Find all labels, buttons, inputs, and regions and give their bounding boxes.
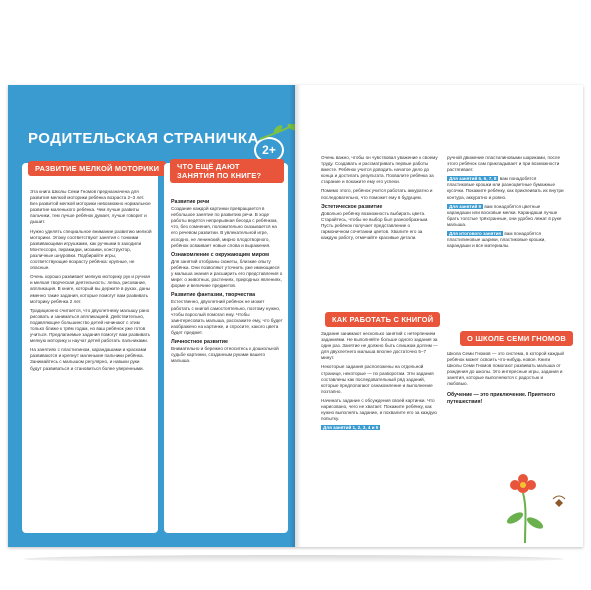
col1-paragraph: Нужно уделять специальное внимание развитию мелкой моторики. Этому соответствуют занятия с тонкими развивающими игрушками, как ручными в заходили Монтессори, пирамидки, мозаики, конструктор, различные шнуровки. Подбирайте игры, соответствующие возрасту ребёнка: крупные, не опасные. — [30, 228, 152, 271]
col3-paragraph: Очень важно, чтобы он чувствовал уважение к своему труду. Создавать и рассматривать первые работы вместе. Ребёнок учится доводить начатое дело до конца и достигать результата. Похвалите ребёнка за старание и покажите ему его успехи. — [321, 155, 438, 185]
how-to-heading: КАК РАБОТАТЬ С КНИГОЙ — [325, 312, 440, 327]
section-text: Внимательно и бережно относитесь к дошкольной судьбе картинки, созданным руками вашего малыша. — [171, 346, 279, 364]
section-text: Для занятий отобраны сюжеты, близкие опыту ребёнка. Они позволяют уточнить уже имеющиеся у малыша знания и расширить его представления о мире: о животных, растениях, природных явлениях, форме и величине предметов. — [171, 258, 283, 289]
closing-text: Обучение — это приключение. Приятного путешествия! — [447, 391, 555, 405]
col4-text: вам понадобятся пластиковые крошки или разноцветные бумажные кусочки. Покажите ребёнку, как приклеивать их внутри контура, аккуратно и ровно. — [447, 176, 564, 200]
col4-text: вам понадобятся цветные карандаши или восковые мелки. Карандаши лучше брать толстые трёхгранные, они удобно лежат в руке малыша. — [447, 203, 562, 227]
col4-hl-paragraph-1 — [447, 176, 565, 200]
how-paragraph: Задание занимают несколько занятий с нетерпением заданиями. Не выполняйте больше одного задания за один раз. Занятие не должно быть слишком долгим — для двухлетнего малыша вполне достаточно 5–7 минут. — [321, 331, 438, 361]
col3-how-text — [321, 331, 439, 434]
benefits-card — [164, 163, 288, 533]
highlight-label: Для занятий 9 — [449, 203, 482, 209]
motor-skills-text — [30, 189, 152, 375]
section-title: Личностное развитие — [171, 338, 228, 345]
school-heading: О ШКОЛЕ СЕМИ ГНОМОВ — [460, 331, 573, 346]
col4-text: вам понадобятся пластилиновые шарики, пластиковые крошки, карандаши и все материалы. — [447, 231, 546, 249]
section-title: Ознакомление с окружающим миром — [171, 251, 270, 258]
col3-paragraph: Помимо этого, ребёнок учится работать аккуратно и последовательно, что поможет ему в будущем. — [321, 188, 433, 200]
col4-hl-paragraph-3 — [447, 231, 565, 249]
how-paragraph-highlight — [321, 425, 439, 431]
page-title: РОДИТЕЛЬСКАЯ СТРАНИЧКА — [28, 130, 259, 147]
motor-skills-heading: РАЗВИТИЕ МЕЛКОЙ МОТОРИКИ — [28, 161, 166, 176]
col1-paragraph: На занятиях с пластилином, карандашами и красками развиваются и крепнут маленькие пальчики ребёнка. Занимайтесь с малышом регулярно, и навыки руки будут развиваться и становиться более уверенными. — [30, 347, 147, 371]
col1-paragraph: Традиционно считается, что двухлетнему малышу рано рисовать и заниматься аппликацией. Действительно, подавляющее большинство детей начинают с этим только ближе к трём годам, но ваш ребёнок уже готов учиться. Предлагаемые задания помогут вам развивать мелкую моторику и научат детей работать пальчиками. — [30, 307, 151, 344]
school-text: Школа Семи Гномов — это система, в которой каждый ребёнок может освоить что-нибудь новое. Книги Школы Семи Гномов помогают развивать малыша от рождения до школы. Это интересные игры, задания и занятия, которые выполняются с радостью и любовью. — [447, 351, 564, 387]
col4-top-text — [447, 155, 565, 252]
benefits-text — [171, 197, 283, 367]
right-page — [295, 85, 583, 547]
section-title: Развитие речи — [171, 199, 210, 205]
book-spread — [8, 85, 583, 547]
section-title: Развитие фантазии, творчества — [171, 292, 256, 299]
highlight-label: Для занятий 5, 6, 7, 8 — [449, 176, 497, 182]
left-page — [8, 85, 295, 547]
col3-top-text — [321, 155, 439, 244]
highlight-label: Для итогового занятия — [449, 231, 502, 237]
col4-hl-paragraph-2 — [447, 204, 565, 228]
col1-paragraph: Очень хорошо развивает мелкую моторику рук и ручная и мелкая творческая деятельность: лепка, рисование, аппликация. В книге, который вы держите в руках, даны именно такие задания, которые помогут вам развивать моторику ребёнка 2 лет. — [30, 274, 151, 304]
how-paragraph: Начинать задание с обсуждения своей картинки. Что нарисовано, чего не хватает. Покажите ребёнку, как нужно выполнять задание, и похвалите его за каждую попытку. — [321, 397, 437, 422]
benefits-heading — [170, 159, 284, 183]
book-shadow — [24, 555, 564, 563]
col1-paragraph: Эта книга Школы Семи Гномов предназначена для развития мелкой моторики ребёнка возраста 2–3 лет. Без развитой мелкой моторики невозможно нормальное развитие маленького ребёнка. Чем лучше развиты пальчики, тем лучше ребёнок думает, лучше говорит и дышит. — [30, 189, 151, 225]
highlight-label: Для занятий 1, 2, 3, 4 и 5 — [323, 425, 379, 431]
col4-school-text — [447, 351, 565, 406]
benefits-heading-text: ЧТО ЕЩЁ ДАЮТ ЗАНЯТИЯ ПО КНИГЕ? — [177, 162, 262, 180]
section-text: Создание каждой картинки превращается в небольшое занятие по развитию речи. В ходе работы ведётся непрерывная беседа с ребёнком, что, без сомнения, положительно сказывается на его речевом развитии. В увлекательной игре, исходно, не ленинский, мирно плодотворного, ребёнок осваивает новые слова и выражения. — [171, 206, 278, 248]
how-paragraph: Некоторые задания расположены на отдельной странице, некоторые — по разворотам. Эти задания составлены как последовательный ряд заданий, которые предполагают ознакомление и выполнение поэтапно. — [321, 364, 434, 394]
flower-decoration — [495, 463, 575, 543]
age-badge: 2+ — [254, 137, 284, 163]
book-gutter — [289, 85, 301, 547]
motor-skills-card — [22, 163, 158, 533]
aesthetic-text: Довольно ребёнку возможность выбирать цвета. Старайтесь, чтобы не выбор был разнообразным. Пусть ребёнок получает представление о гармоничном сочетании цветов. Хвалите его за каждую работу, отмечайте красивые детали. — [321, 210, 429, 241]
section-text: Естественно, двухлетний ребёнок не может работать с книгой самостоятельно, поэтому нужно, чтобы взрослый помогал ему. Чтобы заинтересовать малыша, расскажите ему, что будет изображено на картинке, и спросите, какого цвета будет предмет. — [171, 299, 283, 335]
aesthetic-title: Эстетическое развитие — [321, 203, 383, 210]
col4-intro: ручной движение пластилиновыми шариками, после этого ребёнок сам прикладывает и при возможности растягивает. — [447, 155, 561, 173]
